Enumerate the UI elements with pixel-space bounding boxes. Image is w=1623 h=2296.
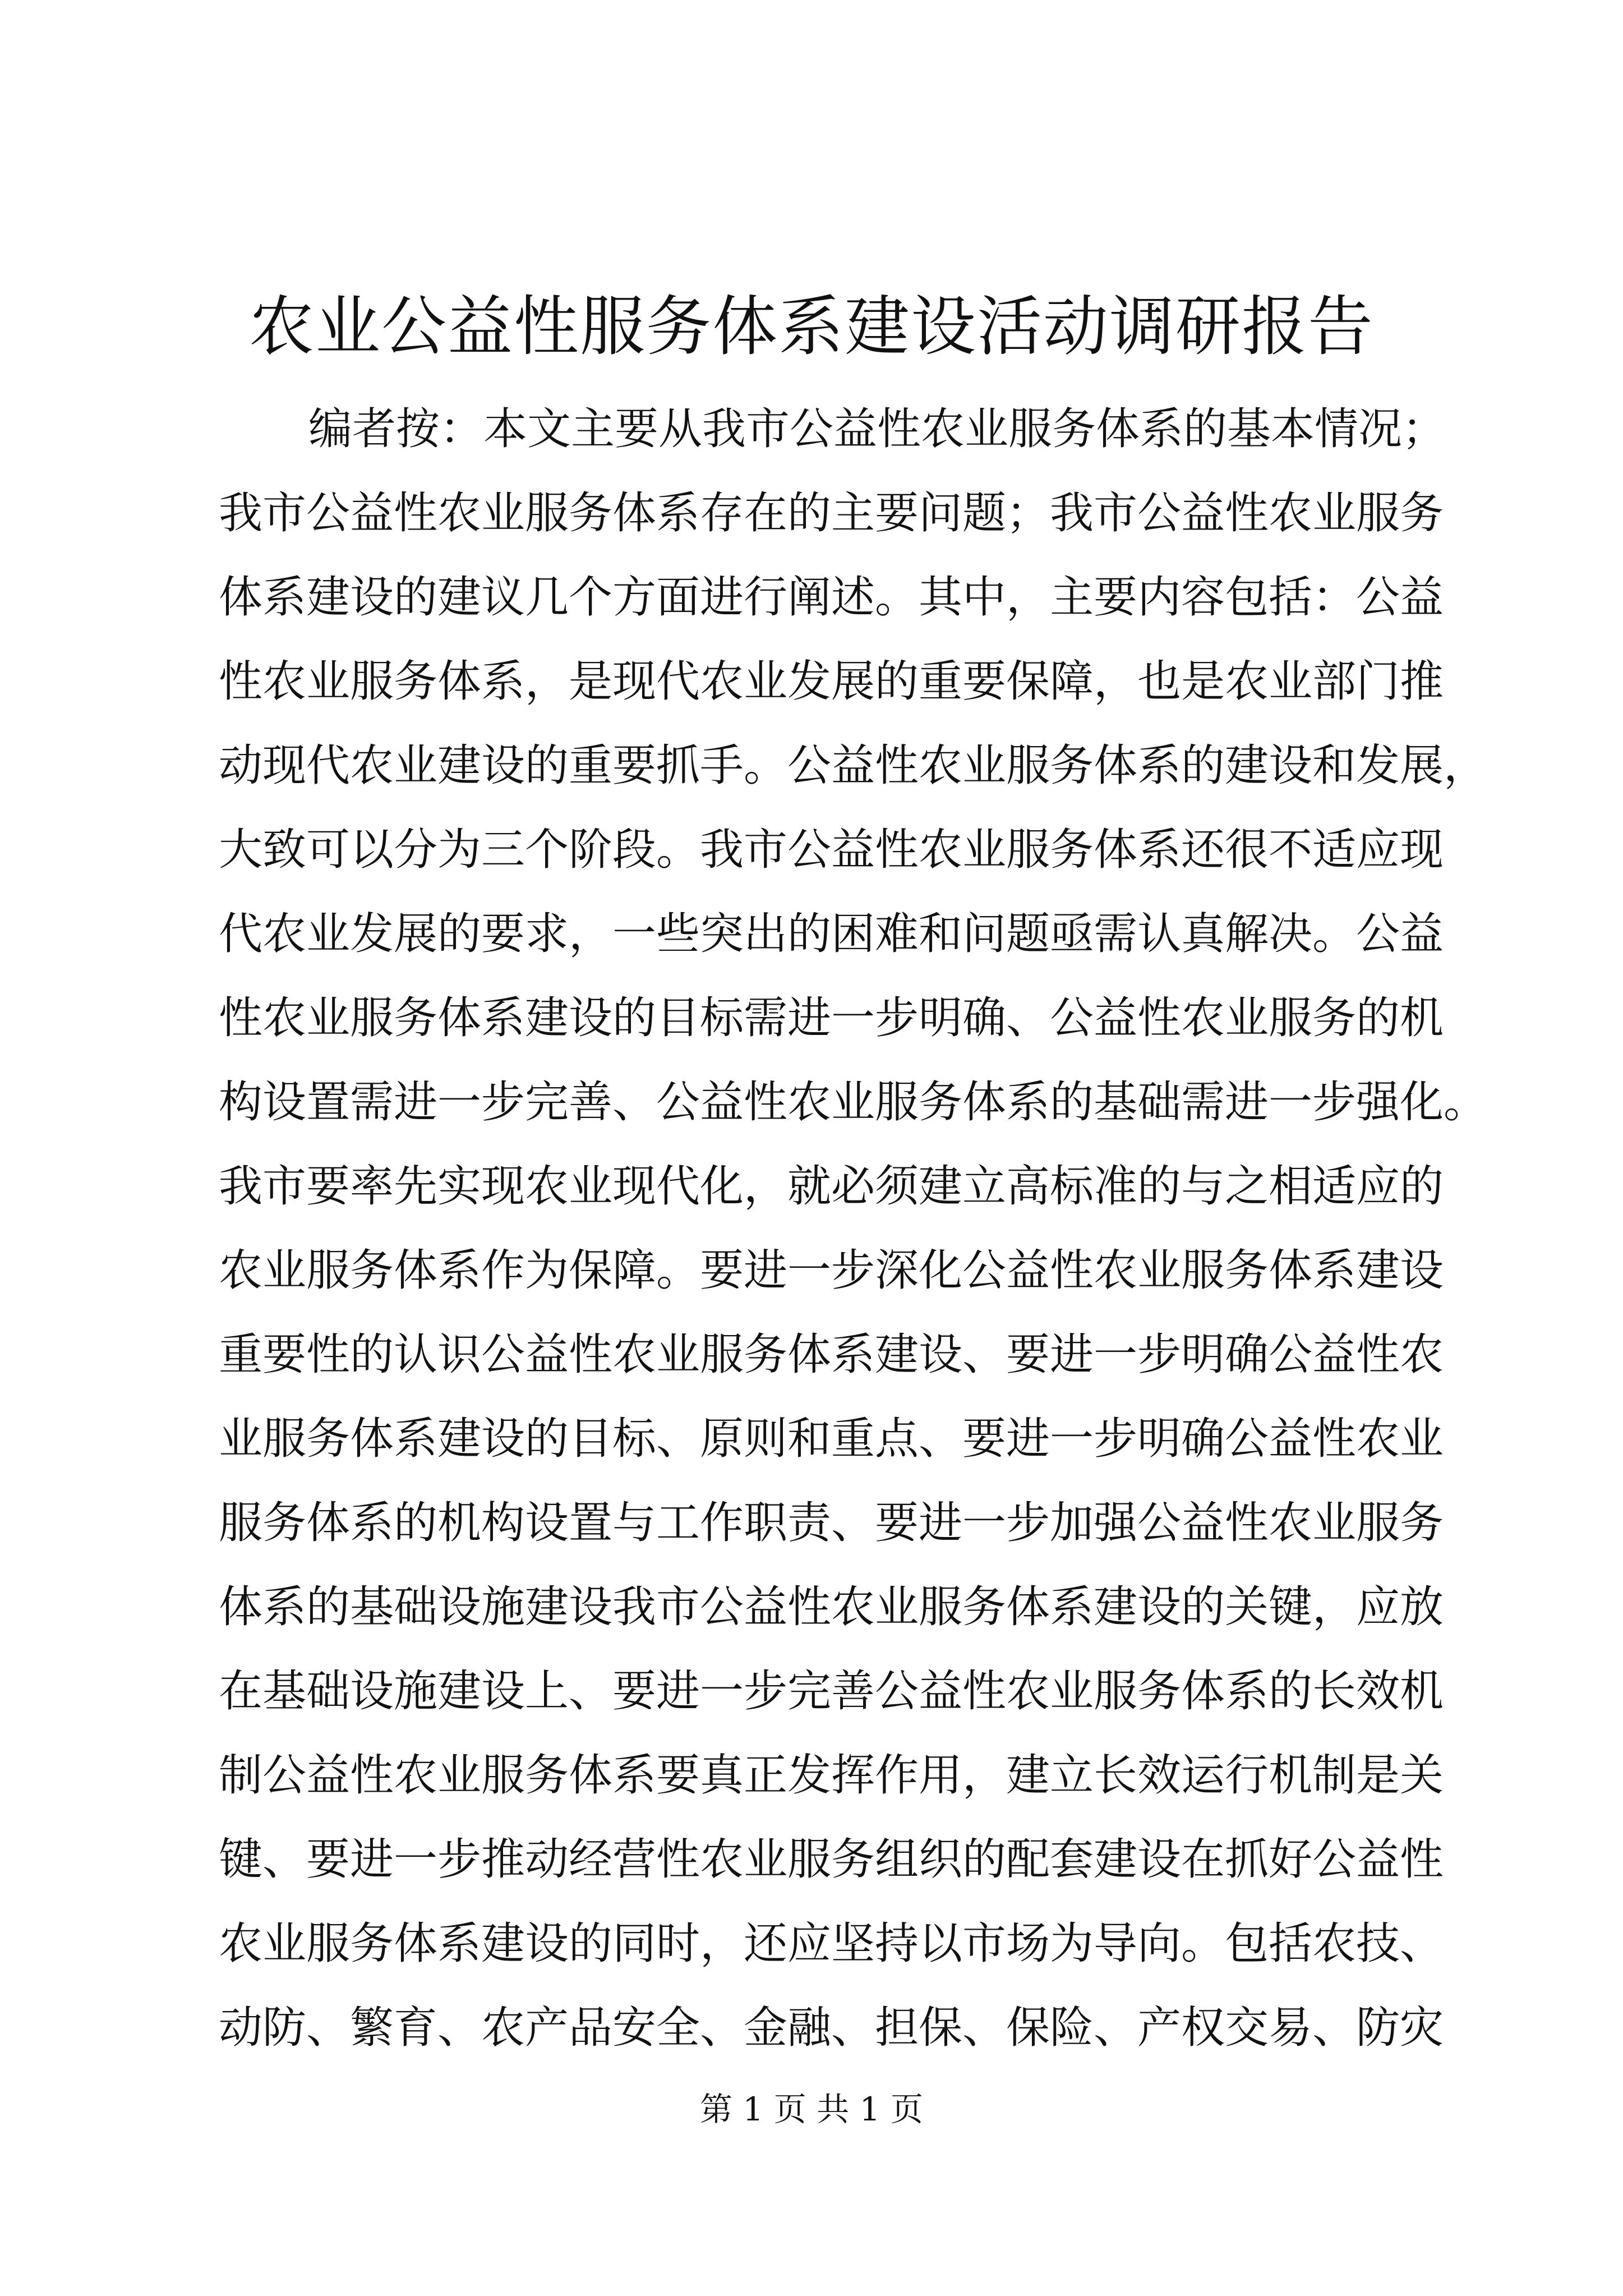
body-line: 编者按：本文主要从我市公益性农业服务体系的基本情况； (308, 404, 1446, 454)
body-line: 我市公益性农业服务体系存在的主要问题；我市公益性农业服务 (219, 488, 1444, 539)
page-footer: 第 1 页 共 1 页 (700, 2090, 923, 2128)
body-line: 重要性的认识公益性农业服务体系建设、要进一步明确公益性农 (219, 1329, 1444, 1380)
document-title: 农业公益性服务体系建设活动调研报告 (249, 289, 1374, 365)
body-line: 键、要进一步推动经营性农业服务组织的配套建设在抓好公益性 (219, 1834, 1444, 1885)
body-line: 代农业发展的要求，一些突出的困难和问题亟需认真解决。公益 (219, 909, 1444, 959)
body-line: 构设置需进一步完善、公益性农业服务体系的基础需进一步强化。 (219, 1077, 1488, 1128)
body-line: 动防、繁育、农产品安全、金融、担保、保险、产权交易、防灾 (219, 2003, 1444, 2053)
body-line: 业服务体系建设的目标、原则和重点、要进一步明确公益性农业 (219, 1414, 1444, 1464)
body-line: 性农业服务体系建设的目标需进一步明确、公益性农业服务的机 (219, 993, 1444, 1043)
body-line: 大致可以分为三个阶段。我市公益性农业服务体系还很不适应现 (219, 825, 1444, 875)
body-line: 体系的基础设施建设我市公益性农业服务体系建设的关键，应放 (219, 1582, 1444, 1632)
body-line: 农业服务体系作为保障。要进一步深化公益性农业服务体系建设 (219, 1245, 1444, 1296)
body-line: 体系建设的建议几个方面进行阐述。其中，主要内容包括：公益 (219, 572, 1444, 623)
body-line: 在基础设施建设上、要进一步完善公益性农业服务体系的长效机 (219, 1666, 1444, 1717)
body-line: 动现代农业建设的重要抓手。公益性农业服务体系的建设和发展， (219, 740, 1488, 791)
body-line: 服务体系的机构设置与工作职责、要进一步加强公益性农业服务 (219, 1498, 1444, 1548)
document-body (219, 387, 1488, 2070)
body-line: 制公益性农业服务体系要真正发挥作用，建立长效运行机制是关 (219, 1750, 1444, 1801)
body-line: 性农业服务体系，是现代农业发展的重要保障，也是农业部门推 (219, 656, 1444, 707)
body-line: 农业服务体系建设的同时，还应坚持以市场为导向。包括农技、 (219, 1918, 1444, 1969)
body-line: 我市要率先实现农业现代化，就必须建立高标准的与之相适应的 (219, 1161, 1444, 1212)
